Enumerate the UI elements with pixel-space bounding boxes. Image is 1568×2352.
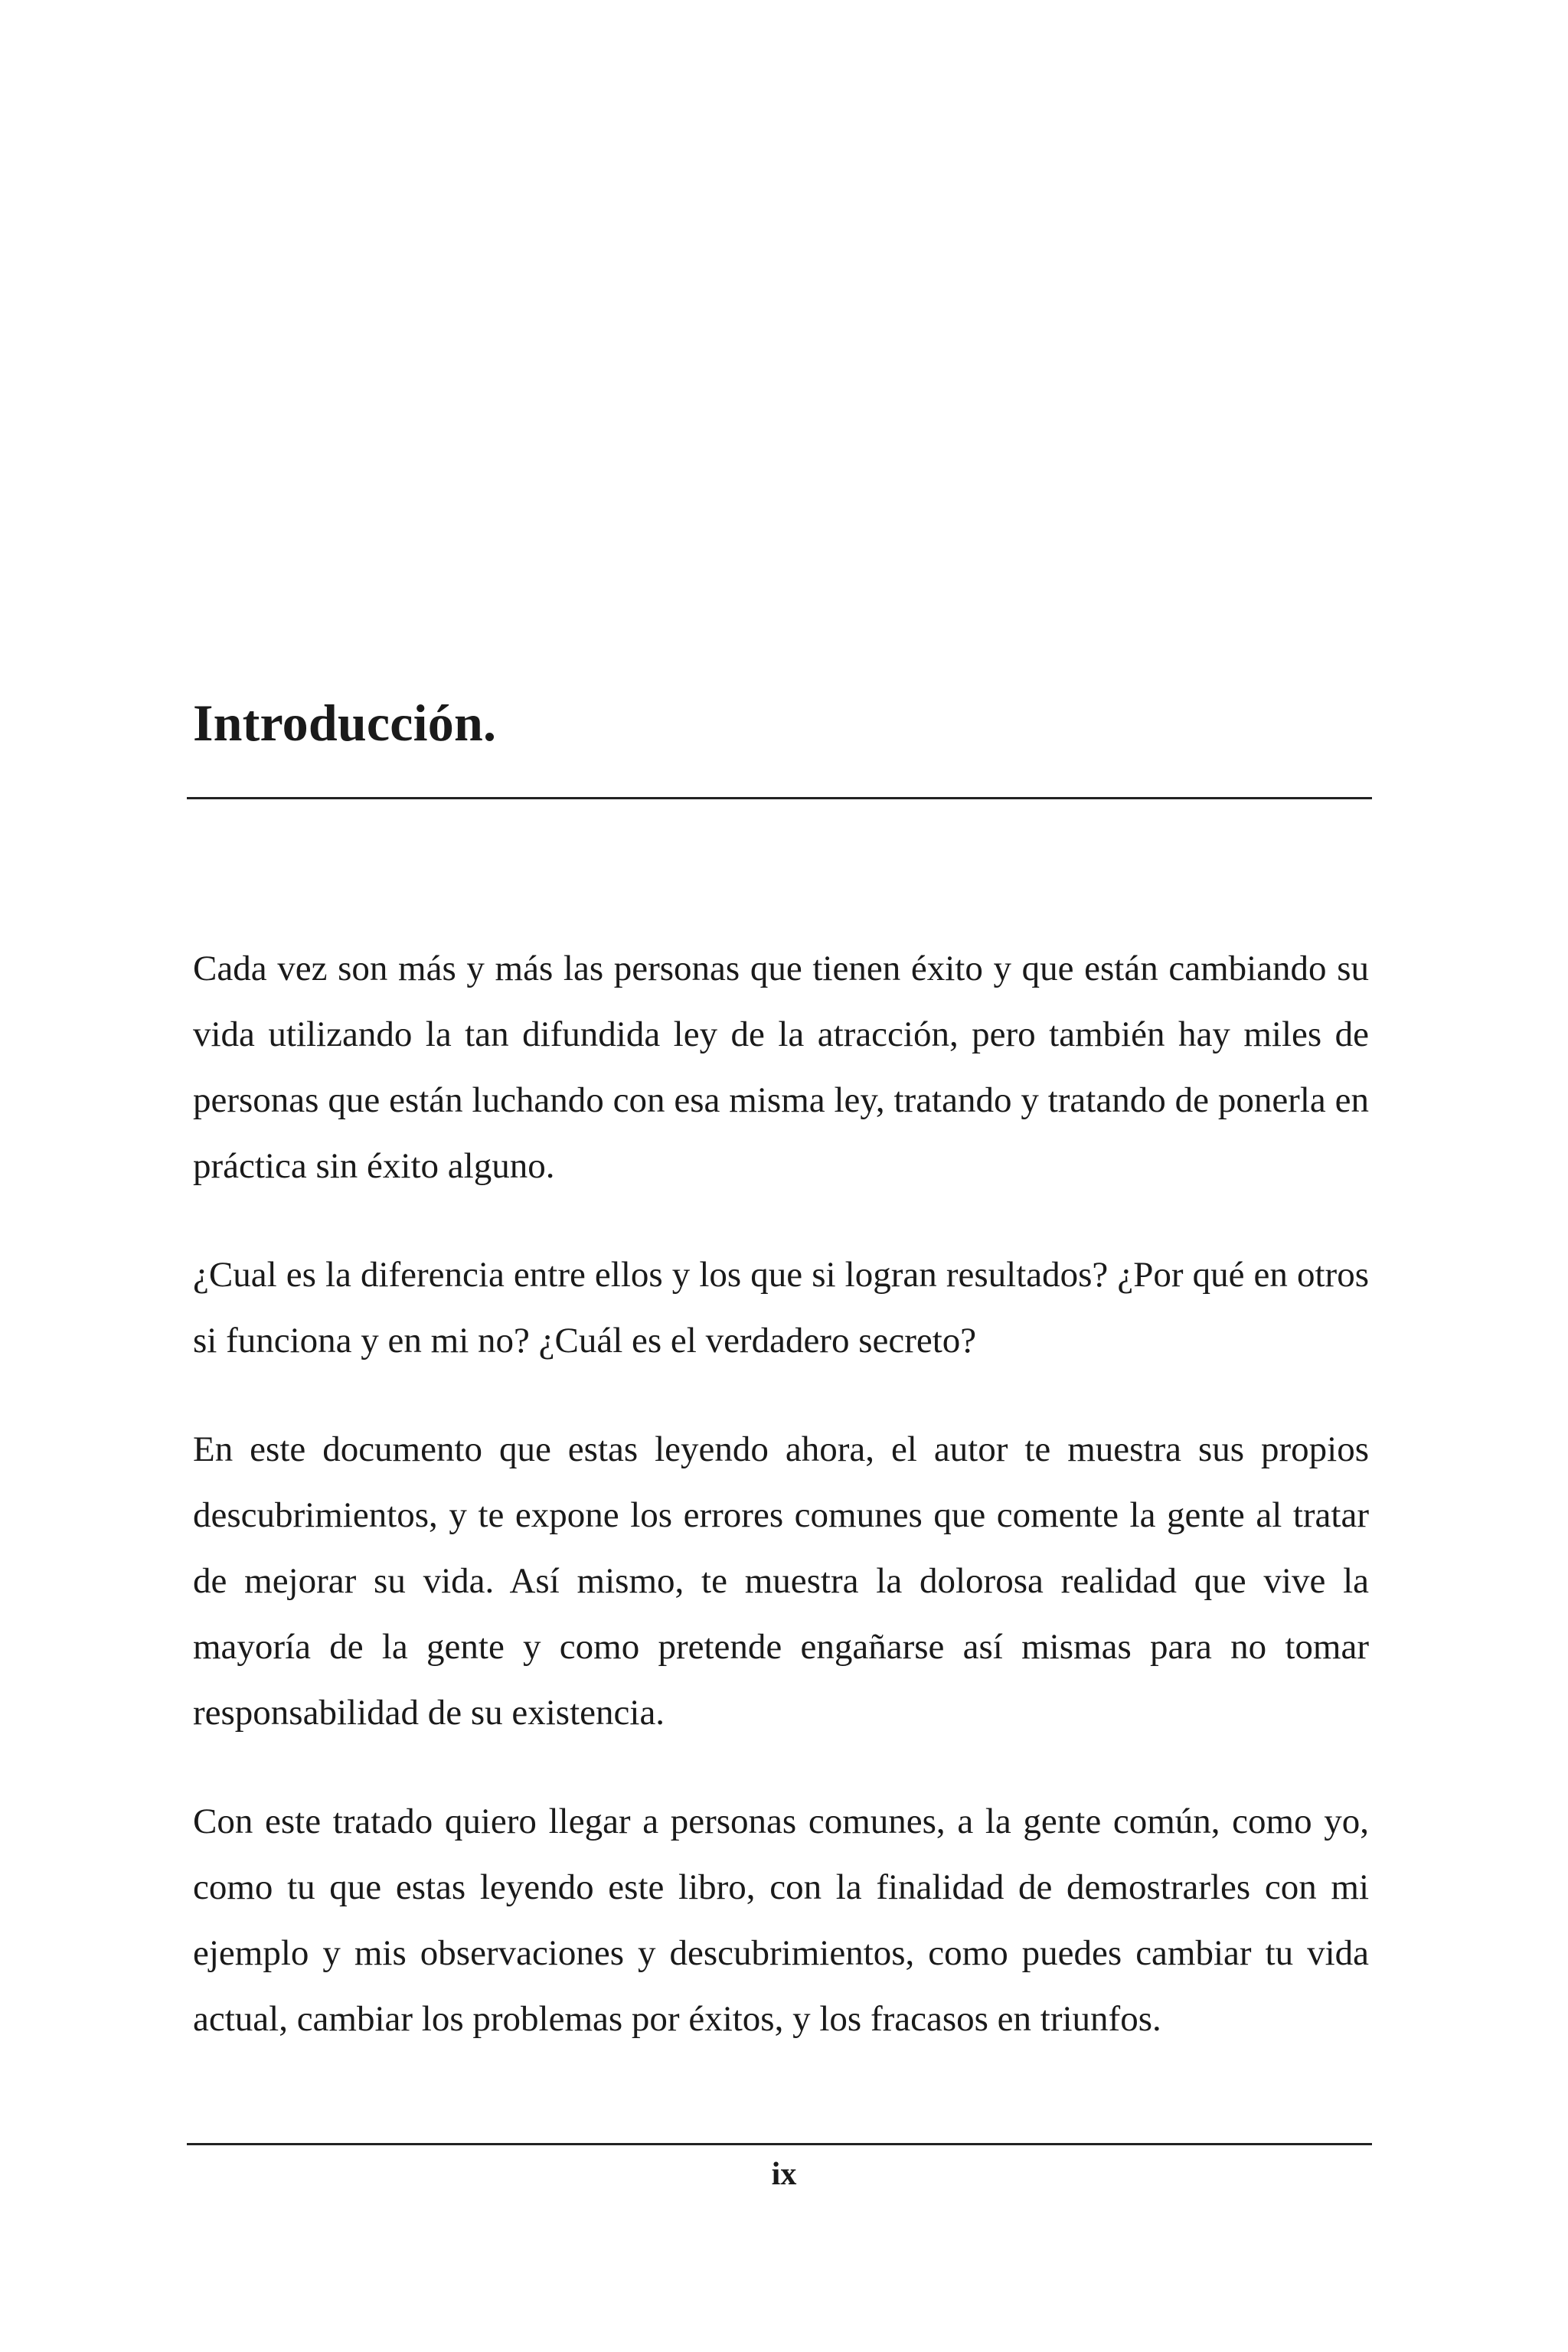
paragraph-3: En este documento que estas leyendo ahora, el autor te muestra sus propios descubrimientos, y te expone los errores comunes que comente la gente al tratar de mejorar su vida. Así mismo, te muestra la dolorosa realidad que vive la mayoría de la gente y como pretende engañarse así mismas para no tomar responsabilidad de su existencia. <box>193 1429 1369 1733</box>
paragraph-4: Con este tratado quiero llegar a personas comunes, a la gente común, como yo, como tu que estas leyendo este libro, con la finalidad de demostrarles con mi ejemplo y mis observaciones y descubrimientos, como puedes cambiar tu vida actual, cambiar los problemas por éxitos, y los fracasos en triunfos. <box>193 1802 1369 2039</box>
chapter-title: Introducción. <box>193 694 497 752</box>
paragraph-1: Cada vez son más y más las personas que tienen éxito y que están cambiando su vida utilizando la tan difundida ley de la atracción, pero también hay miles de personas que están luchando con esa misma ley, tratando y tratando de ponerla en práctica sin éxito alguno. <box>193 949 1369 1186</box>
footer-divider <box>187 2143 1372 2145</box>
page-number: ix <box>771 2157 797 2192</box>
paragraph-2: ¿Cual es la diferencia entre ellos y los que si logran resultados? ¿Por qué en otros si funciona y en mi no? ¿Cuál es el verdadero secreto? <box>193 1255 1369 1361</box>
title-divider <box>187 797 1372 799</box>
body-text <box>193 936 1369 2095</box>
